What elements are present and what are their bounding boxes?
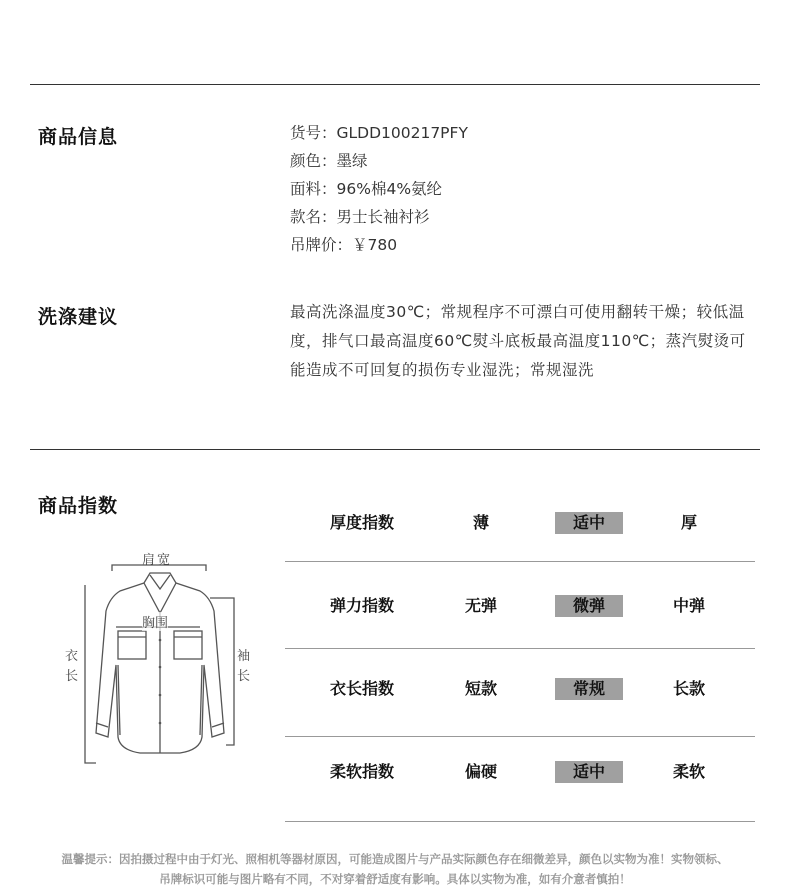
index-option: 无弹 <box>464 596 497 615</box>
index-label: 衣长指数 <box>330 679 395 698</box>
row-divider <box>285 648 755 649</box>
sleeve-label: 袖长 <box>237 649 251 684</box>
index-option-selected: 适中 <box>555 761 623 783</box>
row-divider <box>285 821 755 822</box>
washing-instructions: 最高洗涤温度30℃；常规程序不可漂白可使用翻转干燥；较低温度，排气口最高温度60℃熨斗底板最高温度110℃；蒸汽熨烫可能造成不可回复的损伤专业湿洗；常规湿洗 <box>290 303 746 379</box>
index-row-softness <box>285 761 755 822</box>
row-divider <box>285 561 755 562</box>
index-row-thickness <box>285 512 755 562</box>
item-number: 货号：GLDD100217PFY <box>290 124 468 142</box>
length-label: 衣长 <box>65 649 79 684</box>
top-divider <box>30 84 760 85</box>
item-tag-price: 吊牌价：￥780 <box>290 236 398 254</box>
index-option: 中弹 <box>672 596 705 615</box>
washing-title: 洗涤建议 <box>38 306 119 328</box>
shirt-measurement-diagram <box>60 545 250 770</box>
item-style-name: 款名：男士长袖衬衫 <box>290 208 430 226</box>
indices-title: 商品指数 <box>38 495 119 517</box>
footer-notice-line1: 温馨提示：因拍摄过程中由于灯光、照相机等器材原因，可能造成图片与产品实际颜色存在细微差异，颜色以实物为准！实物领标、 <box>61 852 729 866</box>
chest-label: 胸围 <box>142 612 168 631</box>
index-row-elasticity <box>285 595 755 649</box>
item-color: 颜色：墨绿 <box>290 152 368 170</box>
row-divider <box>285 736 755 737</box>
item-fabric: 面料：96%棉4%氨纶 <box>290 180 443 198</box>
index-option: 厚 <box>680 513 697 532</box>
index-option: 柔软 <box>672 762 705 781</box>
index-option: 薄 <box>472 513 489 532</box>
index-label: 柔软指数 <box>330 762 395 781</box>
index-label: 弹力指数 <box>330 596 395 615</box>
index-row-length <box>285 678 755 737</box>
footer-notice-line2: 吊牌标识可能与图片略有不同，不对穿着舒适度有影响。具体以实物为准，如有介意者慎拍！ <box>159 872 631 886</box>
middle-divider <box>30 449 760 450</box>
shoulder-width-label: 肩宽 <box>142 553 173 568</box>
index-option: 长款 <box>672 679 705 698</box>
index-option-selected: 微弹 <box>555 595 623 617</box>
index-option-selected: 常规 <box>555 678 623 700</box>
shirt-icon <box>60 545 250 770</box>
index-option-selected: 适中 <box>555 512 623 534</box>
index-option: 短款 <box>464 679 497 698</box>
product-info-title: 商品信息 <box>38 126 119 148</box>
index-option: 偏硬 <box>464 762 497 781</box>
index-label: 厚度指数 <box>330 513 395 532</box>
